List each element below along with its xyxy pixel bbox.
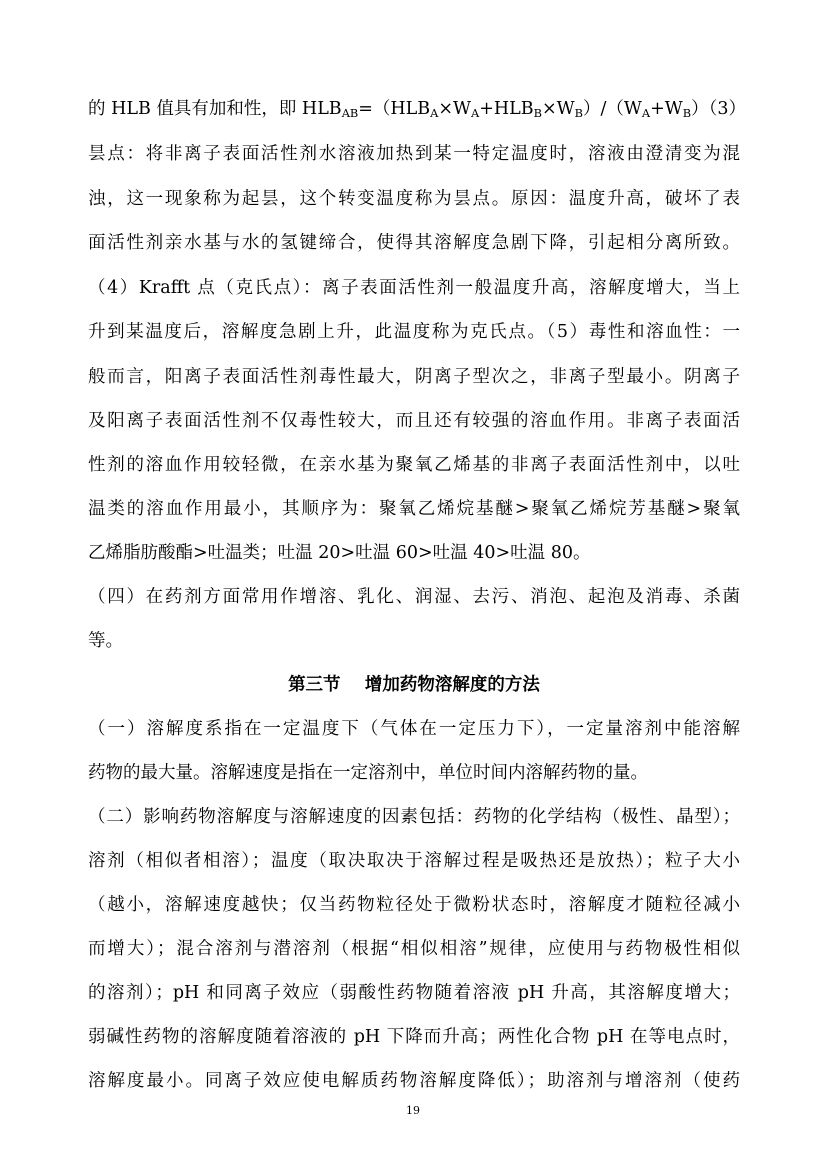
section-line-2: 药物的最大量。溶解速度是指在一定溶剂中，单位时间内溶解药物的量。 (88, 763, 648, 783)
body-line-5: （4）Krafft 点（克氏点）：离子表面活性剂一般温度升高，溶解度增大，当上 (88, 278, 740, 298)
section-line-5: （越小，溶解速度越快；仅当药物粒径处于微粉状态时，溶解度才随粒径减小 (88, 895, 740, 915)
body-line-2: 昙点：将非离子表面活性剂水溶液加热到某一特定温度时，溶液由澄清变为混 (88, 144, 740, 164)
section-line-8: 弱碱性药物的溶解度随着溶液的 pH 下降而升高；两性化合物 pH 在等电点时， (88, 1027, 740, 1047)
page-number: 19 (406, 1104, 420, 1117)
body-line-1: 的 HLB 值具有加和性，即 $HLB_{AB}=(HLB_A\times W_A+HLB_B\times W_B)/(W_A+W_B)(3)$ (88, 99, 747, 120)
body-line-6: 升到某温度后，溶解度急剧上升，此温度称为克氏点。（5）毒性和溶血性：一 (88, 322, 740, 342)
body-line-7: 般而言，阳离子表面活性剂毒性最大，阴离子型次之，非离子型最小。阴离子 (88, 367, 740, 387)
section-line-3: （二）影响药物溶解度与溶解速度的因素包括：药物的化学结构（极性、晶型）； (88, 807, 740, 827)
section-heading: 第三节 增加药物溶解度的方法 (288, 675, 540, 695)
section-line-6: 而增大）；混合溶剂与潜溶剂（根据“相似相溶”规律，应使用与药物极性相似 (88, 939, 740, 959)
section-line-7: 的溶剂）；pH 和同离子效应（弱酸性药物随着溶液 pH 升高，其溶解度增大； (88, 983, 740, 1003)
body-line-12: （四）在药剂方面常用作增溶、乳化、润湿、去污、消泡、起泡及消毒、杀菌 (88, 587, 740, 607)
section-line-4: 溶剂（相似者相溶）；温度（取决取决于溶解过程是吸热还是放热）；粒子大小 (88, 851, 740, 871)
body-line-4: 面活性剂亲水基与水的氢键缔合，使得其溶解度急剧下降，引起相分离所致。 (88, 233, 740, 253)
body-line-10: 温类的溶血作用最小，其顺序为：聚氧乙烯烷基醚>聚氧乙烯烷芳基醚>聚氧 (88, 499, 740, 519)
body-line-13: 等。 (88, 631, 123, 651)
body-line-11: 乙烯脂肪酸酯>吐温类；吐温 20>吐温 60>吐温 40>吐温 80。 (88, 543, 591, 563)
body-line-8: 及阳离子表面活性剂不仅毒性较大，而且还有较强的溶血作用。非离子表面活 (88, 411, 740, 431)
section-line-9: 溶解度最小。同离子效应使电解质药物溶解度降低）；助溶剂与增溶剂（使药 (88, 1071, 740, 1091)
body-line-9: 性剂的溶血作用较轻微，在亲水基为聚氧乙烯基的非离子表面活性剂中，以吐 (88, 455, 740, 475)
body-line-3: 浊，这一现象称为起昙，这个转变温度称为昙点。原因：温度升高，破坏了表 (88, 189, 740, 209)
section-line-1: （一）溶解度系指在一定温度下（气体在一定压力下），一定量溶剂中能溶解 (88, 719, 740, 739)
